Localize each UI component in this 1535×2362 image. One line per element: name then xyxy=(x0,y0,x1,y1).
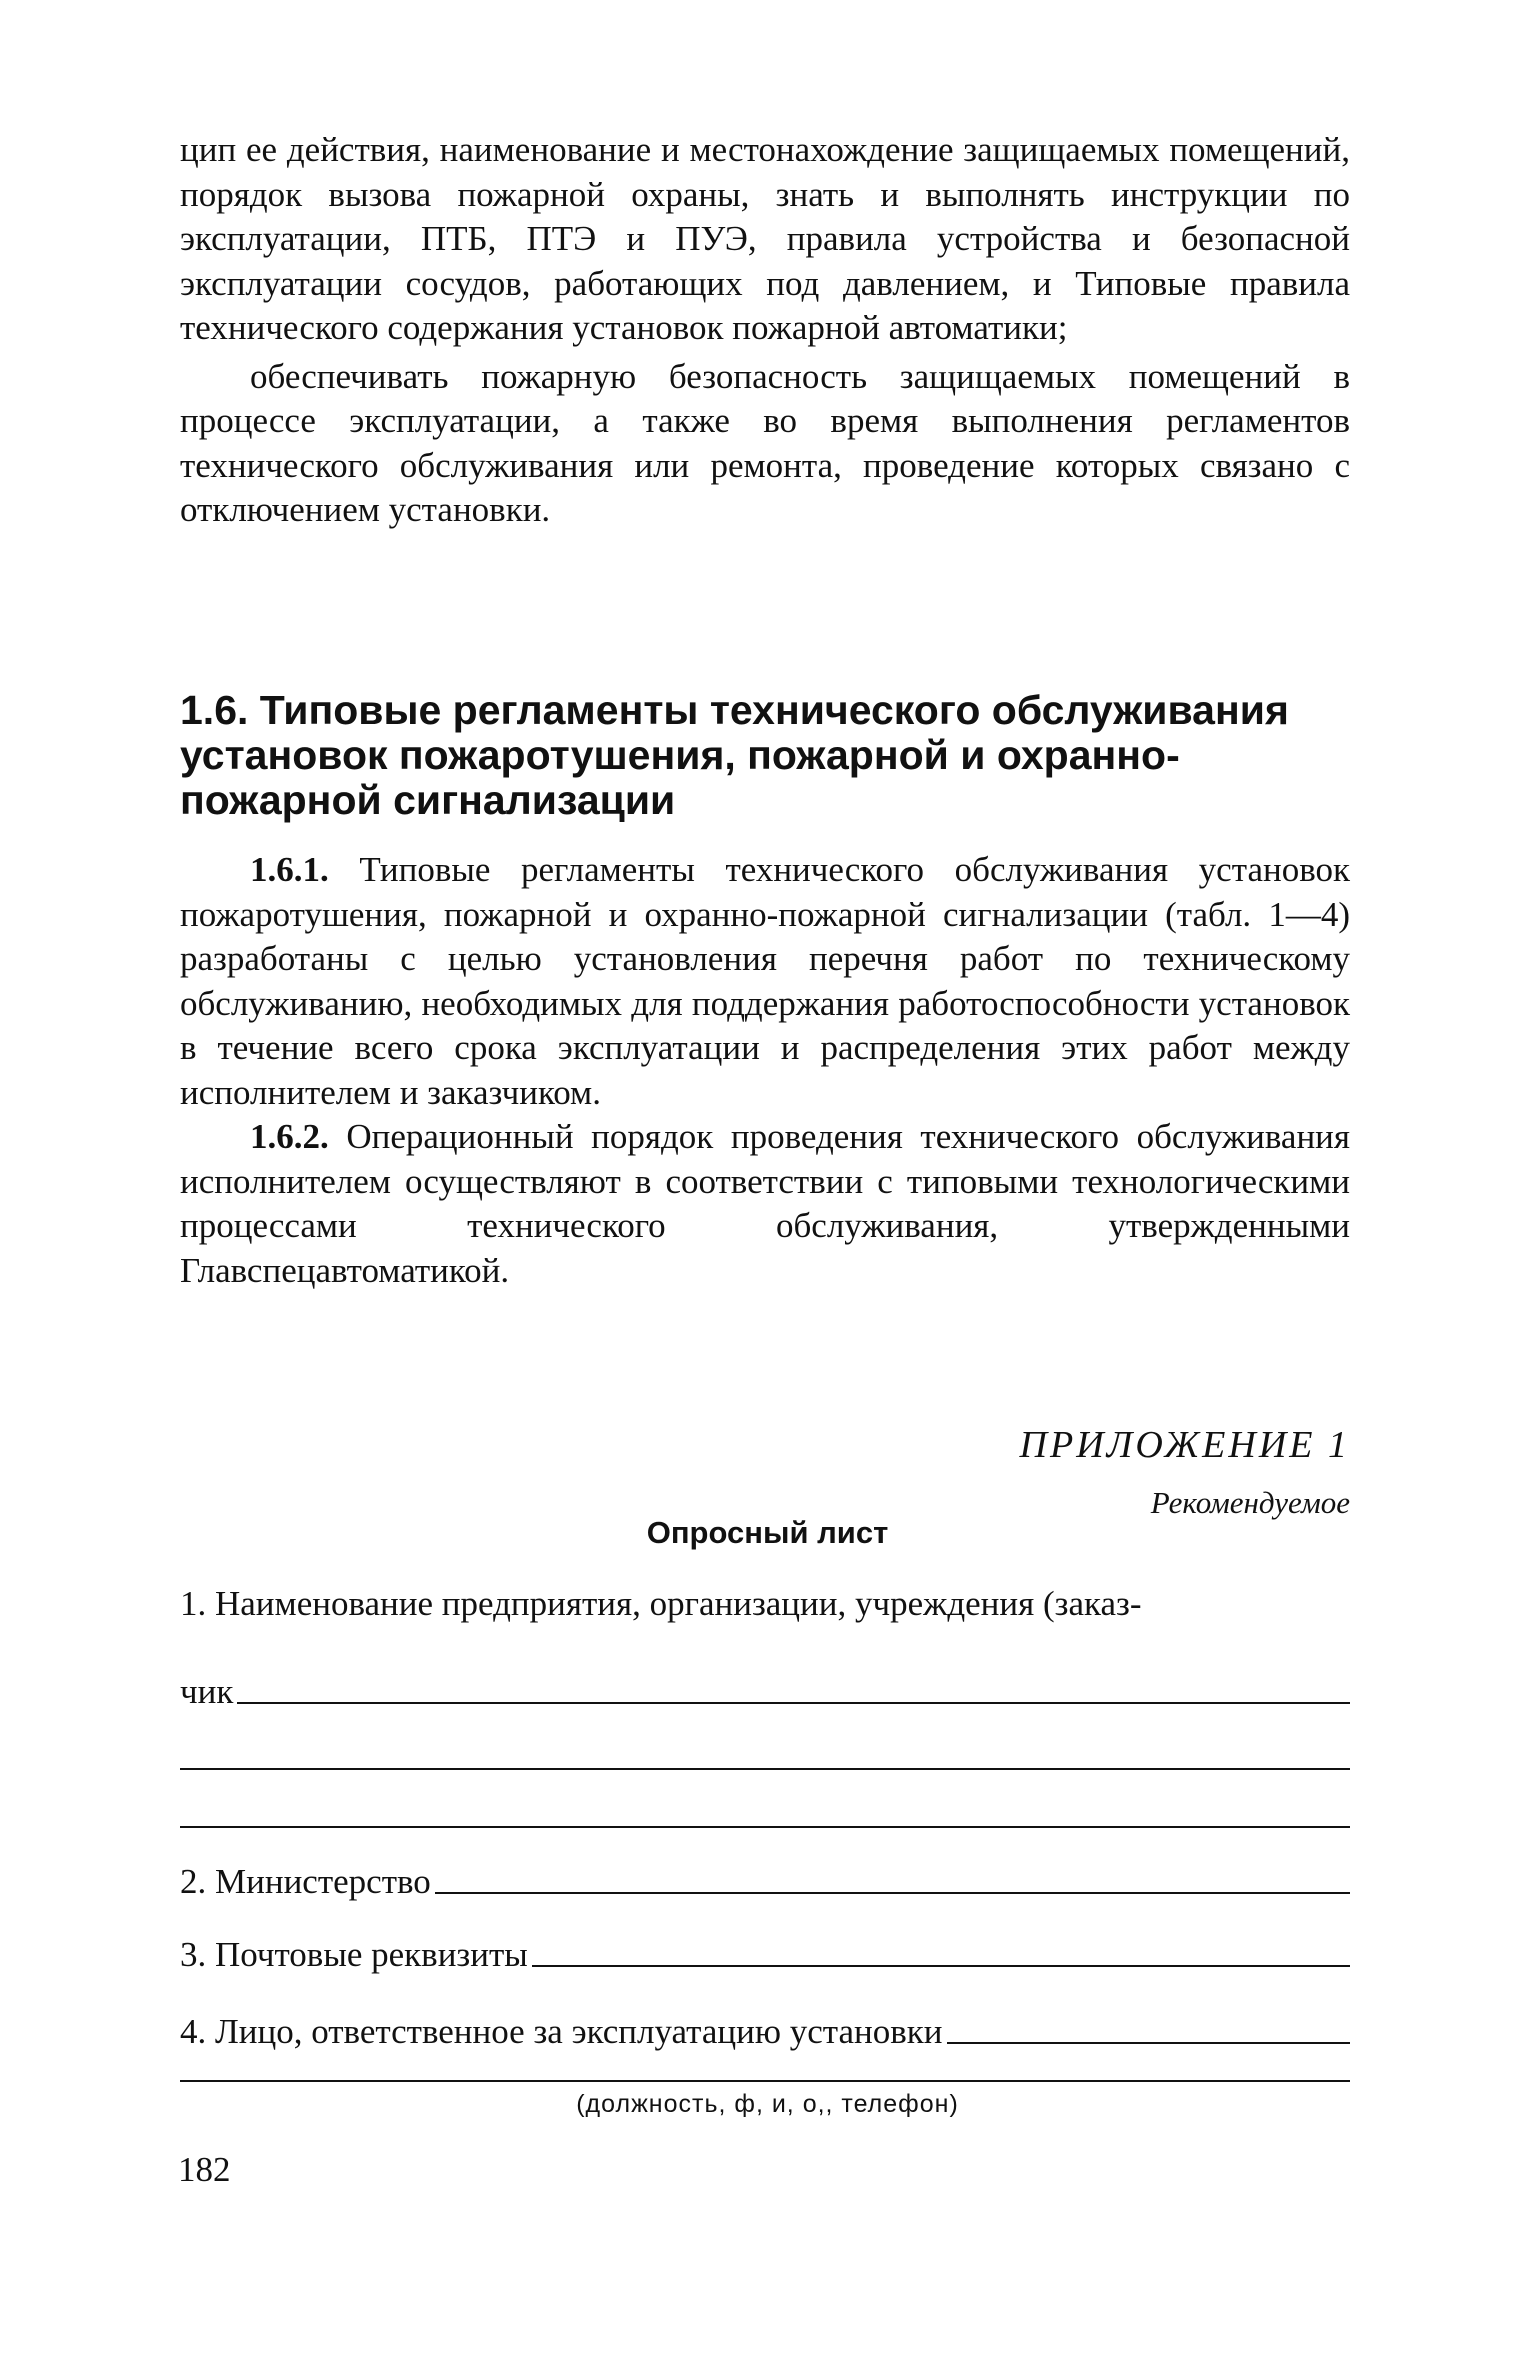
section-text xyxy=(180,848,1350,1293)
section-heading: 1.6. Типовые регламенты технического обслуживания установок пожаротушения, пожарной и охранно-пожарной сигнализации xyxy=(180,687,1289,823)
form-item-4-label: 4. Лицо, ответственное за эксплуатацию установки xyxy=(180,2012,943,2051)
form-item-1: 1. Наименование предприятия, организации, учреждения (заказ- xyxy=(180,1584,1142,1623)
questionnaire-title: Опросный лист xyxy=(646,1515,889,1550)
page-number: 182 xyxy=(178,2150,231,2189)
intro-text xyxy=(180,128,1350,533)
section-paragraph-2 xyxy=(180,1115,1350,1293)
blank-line-1 xyxy=(180,1768,1350,1770)
paragraph-number-1-6-2: 1.6.2. xyxy=(250,1117,329,1156)
form-item-3-label: 3. Почтовые реквизиты xyxy=(180,1935,528,1974)
paragraph-number-1-6-1: 1.6.1. xyxy=(250,850,329,889)
fill-in-line xyxy=(947,2042,1350,2044)
line-caption: (должность, ф, и, о,, телефон) xyxy=(576,2090,959,2118)
form-item-1-line xyxy=(180,1670,1350,1714)
section-paragraph-1 xyxy=(180,848,1350,1115)
blank-line-2 xyxy=(180,1826,1350,1828)
form-item-1-continuation: чик xyxy=(180,1672,234,1711)
intro-paragraph-2: обеспечивать пожарную безопасность защищаемых помещений в процессе эксплуатации, а также во время выполнения регламентов технического обслуживания или ремонта, проведение которых связано с отключением установки. xyxy=(180,356,1350,529)
form-item-4-line xyxy=(180,2010,1350,2054)
form-item-2-label: 2. Министерство xyxy=(180,1862,431,1901)
appendix-subtitle: Рекомендуемое xyxy=(1150,1485,1350,1520)
appendix-title: ПРИЛОЖЕНИЕ 1 xyxy=(1019,1424,1350,1466)
section-paragraph-2-text: Операционный порядок проведения технического обслуживания исполнителем осуществляют в соответствии с типовыми технологическими процессами технического обслуживания, утвержденными Главспецавтоматикой. xyxy=(180,1117,1351,1290)
form-item-2-line xyxy=(180,1860,1350,1904)
section-paragraph-1-text: Типовые регламенты технического обслуживания установок пожаротушения, пожарной и охранно-пожарной сигнализации (табл. 1—4) разработаны с целью установления перечня работ по техническому обслуживанию, необходимых для поддержания работоспособности установок в течение всего срока эксплуатации и распределения этих работ между исполнителем и заказчиком. xyxy=(180,850,1350,1112)
fill-in-line xyxy=(532,1965,1350,1967)
intro-paragraph-1: цип ее действия, наименование и местонахождение защищаемых помещений, порядок вызова пожарной охраны, знать и выполнять инструкции по эксплуатации, ПТБ, ПТЭ и ПУЭ, правила устройства и безопасной эксплуатации сосудов, работающих под давлением, и Типовые правила технического содержания установок пожарной автоматики; xyxy=(180,130,1350,347)
blank-line-3 xyxy=(180,2080,1350,2082)
form-item-3-line xyxy=(180,1933,1350,1977)
fill-in-line xyxy=(237,1702,1350,1704)
fill-in-line xyxy=(435,1892,1350,1894)
